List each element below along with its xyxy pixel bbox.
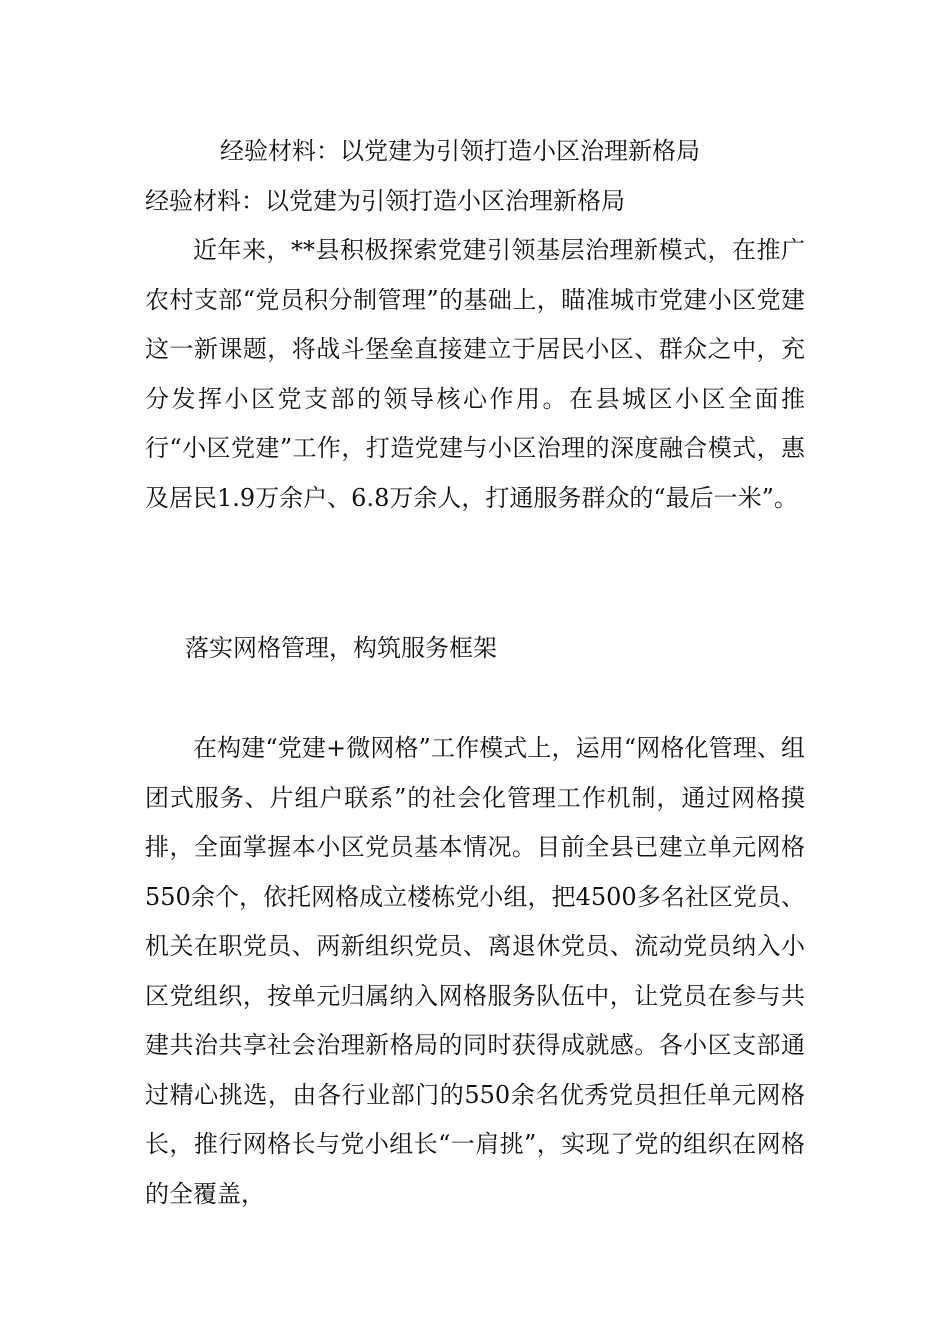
- document-title-repeat: 经验材料：以党建为引领打造小区治理新格局: [145, 187, 625, 215]
- document-title: 经验材料：以党建为引领打造小区治理新格局: [220, 137, 700, 165]
- intro-paragraph: 近年来，**县积极探索党建引领基层治理新模式，在推广农村支部“党员积分制管理”的基础上，瞄准城市党建小区党建这一新课题，将战斗堡垒直接建立于居民小区、群众之中，充分发挥小区党支部的领导核心作用。在县城区小区全面推行“小区党建”工作，打造党建与小区治理的深度融合模式，惠及居民1.9万余户、6.8万余人，打通服务群众的“最后一米”。: [145, 236, 805, 512]
- section-heading: 落实网格管理，构筑服务框架: [185, 634, 497, 662]
- body-paragraph: 在构建“党建+微网格”工作模式上，运用“网格化管理、组团式服务、片组户联系”的社会化管理工作机制，通过网格摸排，全面掌握本小区党员基本情况。目前全县已建立单元网格550余个，依托网格成立楼栋党小组，把4500多名社区党员、机关在职党员、两新组织党员、离退休党员、流动党员纳入小区党组织，按单元归属纳入网格服务队伍中，让党员在参与共建共治共享社会治理新格局的同时获得成就感。各小区支部通过精心挑选，由各行业部门的550余名优秀党员担任单元网格长，推行网格长与党小组长“一肩挑”，实现了党的组织在网格的全覆盖，: [145, 734, 805, 1208]
